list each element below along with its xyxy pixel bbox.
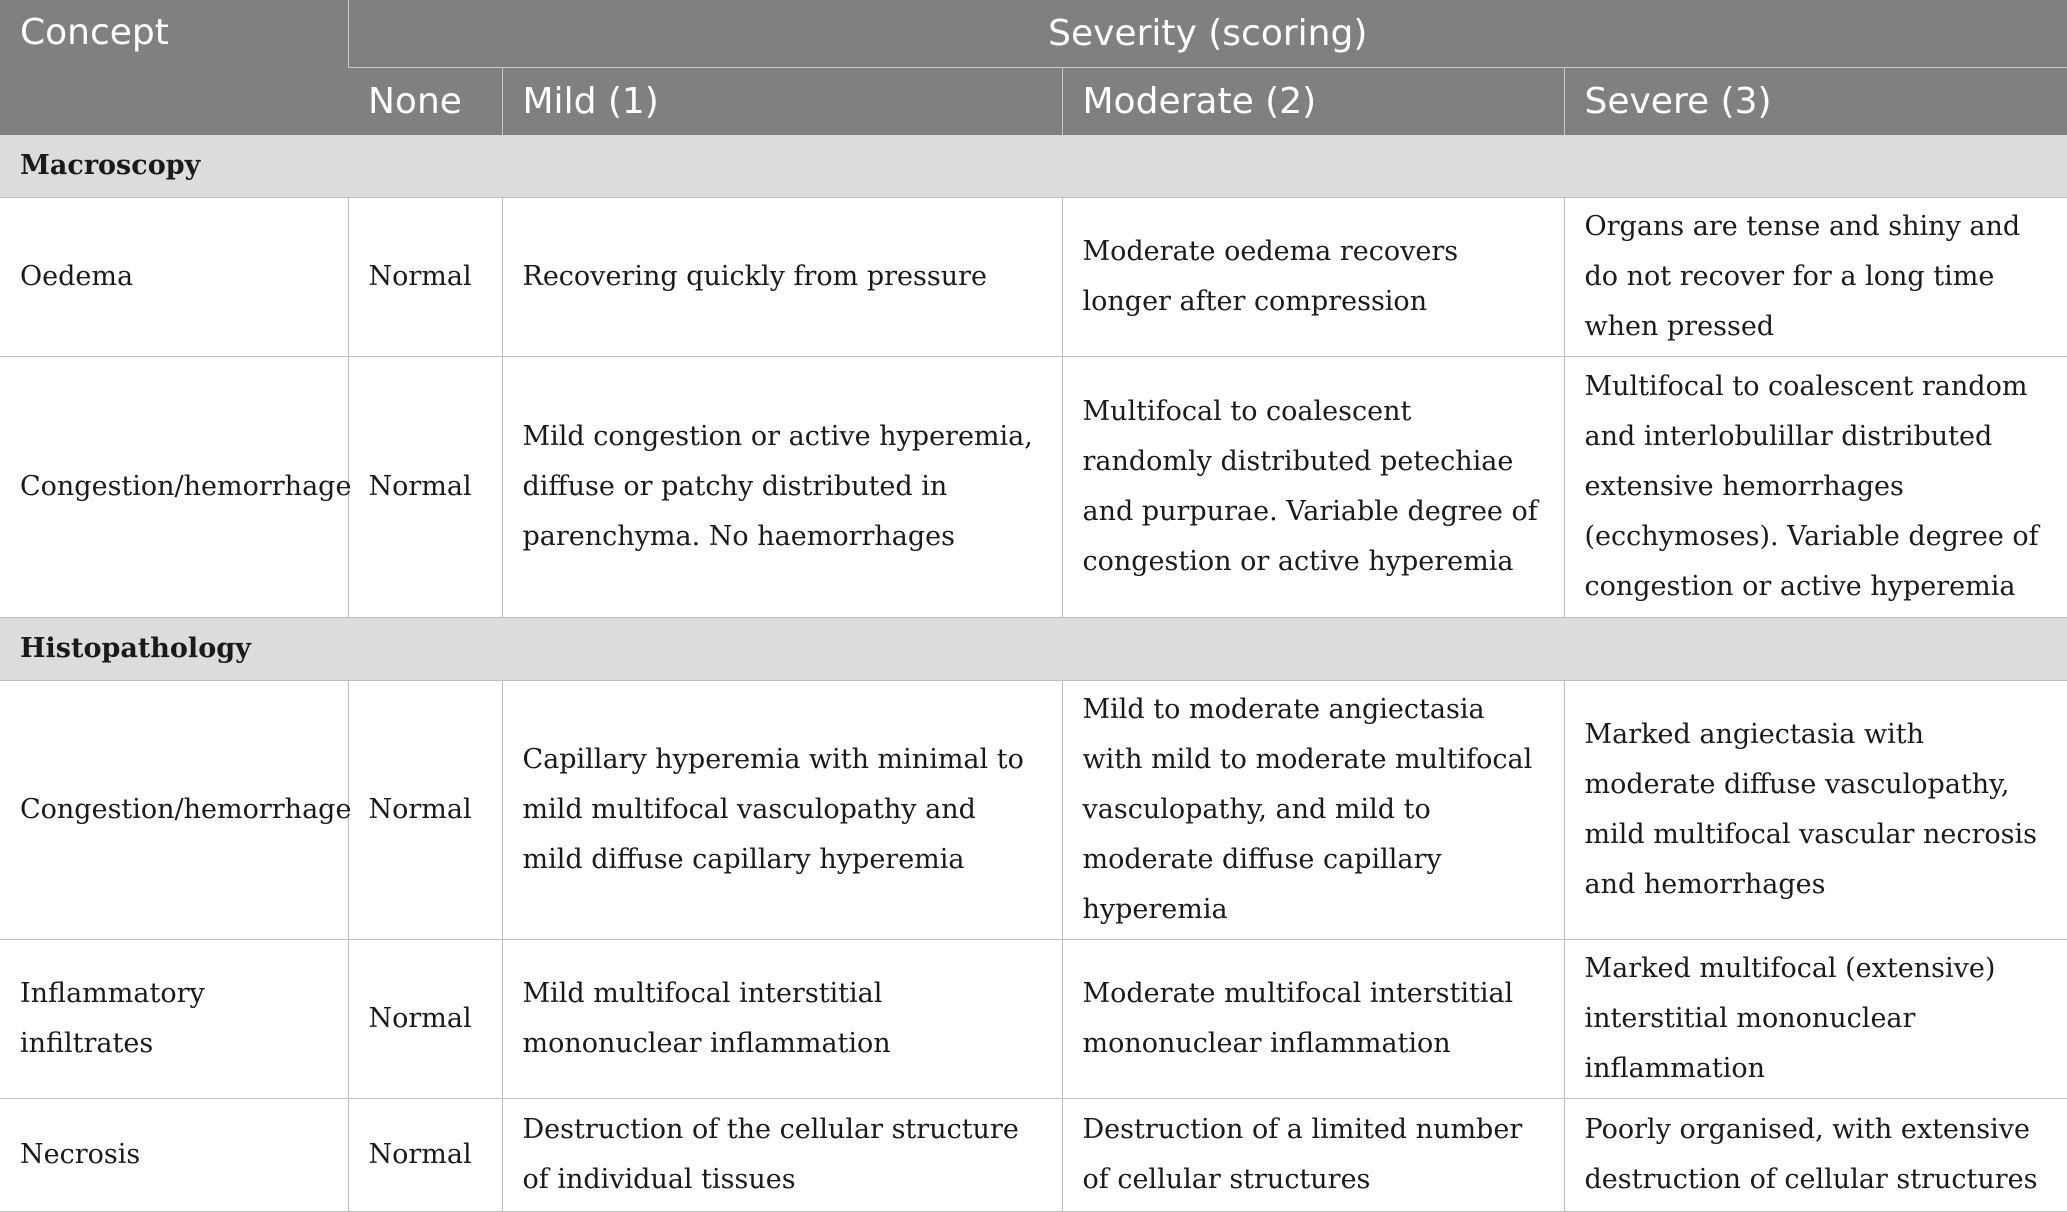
cell-mild: Recovering quickly from pressure [502, 198, 1062, 357]
table-row [0, 681, 2067, 940]
table-row [0, 1099, 2067, 1212]
cell-mild: Capillary hyperemia with minimal to mild multifocal vasculopathy and mild diffuse capillary hyperemia [502, 681, 1062, 940]
cell-concept: Oedema [0, 198, 348, 357]
cell-none: Normal [348, 940, 502, 1099]
cell-severe: Organs are tense and shiny and do not recover for a long time when pressed [1564, 198, 2067, 357]
cell-none: Normal [348, 1099, 502, 1212]
cell-mild: Mild congestion or active hyperemia, diffuse or patchy distributed in parenchyma. No haemorrhages [502, 357, 1062, 618]
cell-severe: Multifocal to coalescent random and interlobulillar distributed extensive hemorrhages (ecchymoses). Variable degree of congestion or active hyperemia [1564, 357, 2067, 618]
cell-severe: Marked multifocal (extensive) interstitial mononuclear inflammation [1564, 940, 2067, 1099]
table-body [0, 135, 2067, 1212]
header-none: None [348, 68, 502, 136]
cell-severe: Poorly organised, with extensive destruction of cellular structures [1564, 1099, 2067, 1212]
cell-mild: Destruction of the cellular structure of individual tissues [502, 1099, 1062, 1212]
header-moderate: Moderate (2) [1062, 68, 1564, 136]
cell-none: Normal [348, 198, 502, 357]
table-row [0, 357, 2067, 618]
cell-moderate: Moderate multifocal interstitial mononuclear inflammation [1062, 940, 1564, 1099]
cell-concept: Inflammatory infiltrates [0, 940, 348, 1099]
section-title: Macroscopy [0, 135, 2067, 198]
cell-none: Normal [348, 681, 502, 940]
cell-severe: Marked angiectasia with moderate diffuse vasculopathy, mild multifocal vascular necrosis and hemorrhages [1564, 681, 2067, 940]
cell-concept: Congestion/hemorrhage [0, 357, 348, 618]
table-row [0, 940, 2067, 1099]
section-row-histopathology [0, 618, 2067, 681]
cell-moderate: Destruction of a limited number of cellular structures [1062, 1099, 1564, 1212]
cell-moderate: Multifocal to coalescent randomly distributed petechiae and purpurae. Variable degree of congestion or active hyperemia [1062, 357, 1564, 618]
cell-none: Normal [348, 357, 502, 618]
header-mild: Mild (1) [502, 68, 1062, 136]
table-row [0, 198, 2067, 357]
section-row-macroscopy [0, 135, 2067, 198]
cell-moderate: Moderate oedema recovers longer after compression [1062, 198, 1564, 357]
header-severe: Severe (3) [1564, 68, 2067, 136]
cell-mild: Mild multifocal interstitial mononuclear inflammation [502, 940, 1062, 1099]
cell-concept: Necrosis [0, 1099, 348, 1212]
section-title: Histopathology [0, 618, 2067, 681]
table-header [0, 0, 2067, 135]
header-row-top [0, 0, 2067, 68]
cell-concept: Congestion/hemorrhage [0, 681, 348, 940]
header-concept: Concept [0, 0, 348, 135]
cell-moderate: Mild to moderate angiectasia with mild to moderate multifocal vasculopathy, and mild to moderate diffuse capillary hyperemia [1062, 681, 1564, 940]
header-severity: Severity (scoring) [348, 0, 2067, 68]
